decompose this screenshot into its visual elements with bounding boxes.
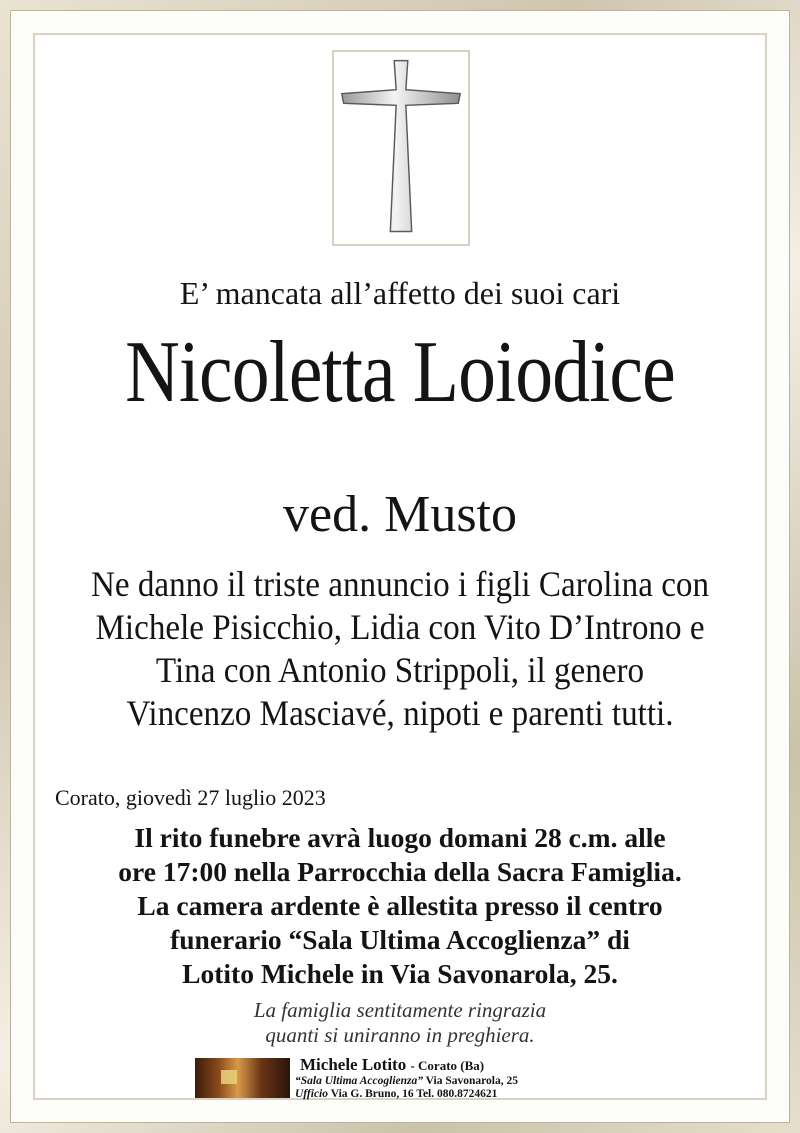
office-label: Ufficio — [295, 1088, 329, 1100]
announcement-line: Vincenzo Masciavé, nipoti e parenti tutti. — [126, 693, 674, 733]
funeral-line: Lotito Michele in Via Savonarola, 25. — [182, 958, 618, 989]
obituary-notice — [33, 33, 767, 1100]
funeral-home-logo-image — [195, 1058, 290, 1098]
funeral-details — [35, 821, 765, 991]
thanks-line: quanti si uniranno in preghiera. — [265, 1023, 535, 1047]
announcement-line: Tina con Antonio Strippoli, il genero — [155, 650, 645, 690]
funeral-line: funerario “Sala Ultima Accoglienza” di — [170, 924, 630, 955]
funeral-line: ore 17:00 nella Parrocchia della Sacra Famiglia. — [118, 856, 682, 887]
place-date: Corato, giovedì 27 luglio 2023 — [55, 785, 326, 810]
announcement-line: Michele Pisicchio, Lidia con Vito D’Introno e — [95, 607, 705, 647]
brand-name: Michele Lotito — [300, 1055, 407, 1074]
funeral-line: Il rito funebre avrà luogo domani 28 c.m. alle — [134, 822, 666, 853]
funeral-line: La camera ardente è allestita presso il centro — [137, 890, 663, 921]
announcement-line: Ne danno il triste annuncio i figli Carolina con — [90, 564, 710, 604]
brand-city: - Corato (Ba) — [410, 1058, 485, 1073]
thanks-line: La famiglia sentitamente ringrazia — [253, 998, 547, 1022]
cross-frame — [332, 50, 470, 246]
office-phone: Tel. 080.8724621 — [416, 1088, 498, 1100]
cross-icon — [334, 52, 468, 244]
funeral-home-footer — [195, 1055, 625, 1103]
office-line — [295, 1088, 497, 1100]
announcement-paragraph — [35, 563, 765, 735]
hall-line — [295, 1075, 518, 1087]
hall-name: “Sala Ultima Accoglienza” — [295, 1075, 423, 1087]
widow-of: ved. Musto — [283, 486, 517, 543]
frame-matting — [10, 10, 790, 1123]
office-address: Via G. Bruno, 16 — [330, 1088, 414, 1100]
intro-text: E’ mancata all’affetto dei suoi cari — [179, 275, 621, 311]
hall-address: Via Savonarola, 25 — [425, 1075, 519, 1087]
thanks-text — [35, 998, 765, 1048]
deceased-name: Nicoletta Loiodice — [125, 324, 675, 421]
brand — [300, 1055, 484, 1075]
